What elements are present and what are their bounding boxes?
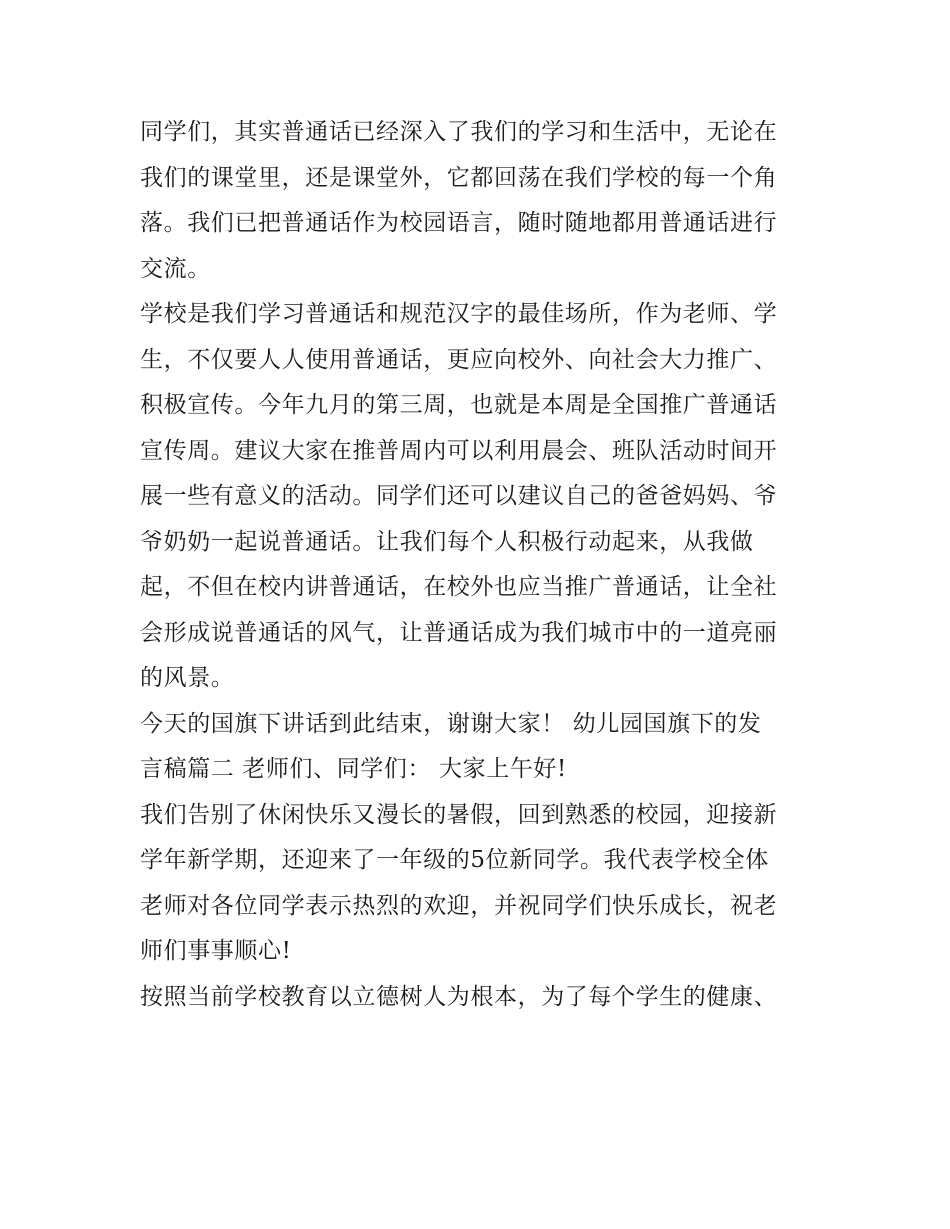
text-line: 学校是我们学习普通话和规范汉字的最佳场所，作为老师、学 [140, 301, 778, 327]
text-line: 展一些有意义的活动。同学们还可以建议自己的爸爸妈妈、爷 [140, 483, 778, 509]
text-line: 积极宣传。今年九月的第三周，也就是本周是全国推广普通话 [140, 392, 778, 418]
text-line: 同学们，其实普通话已经深入了我们的学习和生活中，无论在 [140, 119, 778, 145]
text-line: 的风景。 [140, 665, 235, 691]
document-body [140, 110, 820, 1020]
text-line: 生，不仅要人人使用普通话，更应向校外、向社会大力推广、 [140, 346, 778, 373]
text-line: 师们事事顺心! [140, 938, 292, 964]
text-line: 落。我们已把普通话作为校园语言，随时随地都用普通话进行 [140, 210, 778, 236]
text-line: 起，不但在校内讲普通话，在校外也应当推广普通话，让全社 [140, 574, 778, 600]
text-line: 我们的课堂里，还是课堂外，它都回荡在我们学校的每一个角 [140, 164, 778, 191]
text-line: 言稿篇二 老师们、同学们： 大家上午好! [140, 756, 567, 782]
text-line: 学年新学期，还迎来了一年级的5位新同学。我代表学校全体 [140, 847, 769, 873]
text-line: 今天的国旗下讲话到此结束，谢谢大家！ 幼儿园国旗下的发 [140, 710, 762, 737]
text-line: 宣传周。建议大家在推普周内可以利用晨会、班队活动时间开 [140, 437, 778, 464]
text-line: 会形成说普通话的风气，让普通话成为我们城市中的一道亮丽 [140, 619, 778, 646]
text-line: 按照当前学校教育以立德树人为根本，为了每个学生的健康、 [140, 983, 778, 1010]
text-line: 交流。 [140, 255, 211, 282]
text-line: 爷奶奶一起说普通话。让我们每个人积极行动起来，从我做 [140, 528, 754, 555]
text-line: 老师对各位同学表示热烈的欢迎，并祝同学们快乐成长，祝老 [140, 892, 778, 919]
text-line: 我们告别了休闲快乐又漫长的暑假，回到熟悉的校园，迎接新 [140, 801, 778, 828]
